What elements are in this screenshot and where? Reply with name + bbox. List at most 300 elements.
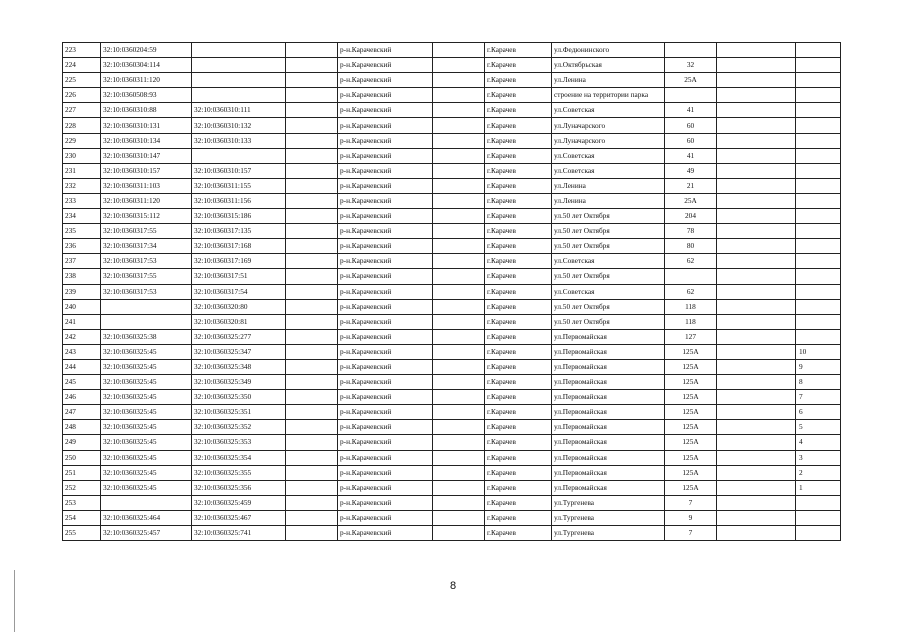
cell-empty-col-3: [717, 178, 796, 193]
cell-empty-col: [286, 73, 338, 88]
cell-house-number: 204: [665, 209, 717, 224]
cell-cadastral-number-parcel: 32:10:0360325:45: [101, 465, 192, 480]
cell-cadastral-number-parcel: 32:10:0360310:147: [101, 148, 192, 163]
cell-street: ул.Первомайская: [552, 359, 665, 374]
cell-empty-col: [286, 239, 338, 254]
cell-empty-col-2: [433, 526, 485, 541]
cell-empty-col-3: [717, 480, 796, 495]
table-row: [63, 73, 841, 88]
cell-empty-col-3: [717, 103, 796, 118]
cell-street: ул.Луначарского: [552, 133, 665, 148]
cell-empty-col-2: [433, 193, 485, 208]
cell-cadastral-number-building: 32:10:0360310:133: [192, 133, 286, 148]
cell-house-number: [665, 269, 717, 284]
cell-empty-col: [286, 405, 338, 420]
cell-unit-number: 2: [796, 465, 841, 480]
cell-empty-col-3: [717, 43, 796, 58]
cell-house-number: 25А: [665, 193, 717, 208]
cell-empty-col-2: [433, 43, 485, 58]
cell-empty-col-3: [717, 133, 796, 148]
cell-empty-col: [286, 193, 338, 208]
cell-cadastral-number-parcel: 32:10:0360317:55: [101, 269, 192, 284]
table-row: [63, 58, 841, 73]
cell-empty-col-3: [717, 73, 796, 88]
table-row: [63, 163, 841, 178]
cell-district: р-н.Карачевский: [338, 526, 433, 541]
cell-district: р-н.Карачевский: [338, 344, 433, 359]
registry-table: [62, 42, 841, 541]
cell-empty-col-2: [433, 148, 485, 163]
cell-district: р-н.Карачевский: [338, 73, 433, 88]
cell-district: р-н.Карачевский: [338, 269, 433, 284]
cell-cadastral-number-building: 32:10:0360325:355: [192, 465, 286, 480]
table-row: [63, 148, 841, 163]
cell-cadastral-number-building: 32:10:0360325:467: [192, 510, 286, 525]
cell-district: р-н.Карачевский: [338, 420, 433, 435]
table-row: [63, 178, 841, 193]
cell-house-number: 125А: [665, 480, 717, 495]
cell-street: ул.Советская: [552, 148, 665, 163]
cell-row-number: 228: [63, 118, 101, 133]
cell-empty-col-3: [717, 193, 796, 208]
cell-empty-col: [286, 450, 338, 465]
cell-unit-number: 1: [796, 480, 841, 495]
cell-cadastral-number-building: 32:10:0360310:157: [192, 163, 286, 178]
cell-street: ул.Первомайская: [552, 480, 665, 495]
cell-house-number: 125А: [665, 344, 717, 359]
cell-empty-col-3: [717, 435, 796, 450]
cell-empty-col-2: [433, 299, 485, 314]
cell-row-number: 230: [63, 148, 101, 163]
cell-row-number: 236: [63, 239, 101, 254]
table-row: [63, 239, 841, 254]
cell-empty-col-2: [433, 118, 485, 133]
cell-cadastral-number-building: 32:10:0360320:80: [192, 299, 286, 314]
cell-empty-col: [286, 329, 338, 344]
cell-unit-number: 8: [796, 375, 841, 390]
table-row: [63, 526, 841, 541]
cell-empty-col-3: [717, 209, 796, 224]
cell-cadastral-number-parcel: 32:10:0360325:45: [101, 359, 192, 374]
cell-district: р-н.Карачевский: [338, 193, 433, 208]
cell-district: р-н.Карачевский: [338, 88, 433, 103]
cell-empty-col-3: [717, 465, 796, 480]
cell-street: ул.Советская: [552, 284, 665, 299]
cell-unit-number: 9: [796, 359, 841, 374]
table-row: [63, 209, 841, 224]
cell-empty-col-3: [717, 314, 796, 329]
scan-margin-line: [14, 570, 15, 632]
cell-house-number: 25А: [665, 73, 717, 88]
cell-house-number: 7: [665, 495, 717, 510]
cell-street: ул.50 лет Октября: [552, 209, 665, 224]
cell-city: г.Карачев: [485, 163, 552, 178]
cell-row-number: 254: [63, 510, 101, 525]
table-row: [63, 43, 841, 58]
cell-district: р-н.Карачевский: [338, 435, 433, 450]
cell-district: р-н.Карачевский: [338, 375, 433, 390]
cell-street: ул.Первомайская: [552, 450, 665, 465]
cell-row-number: 225: [63, 73, 101, 88]
cell-house-number: 118: [665, 314, 717, 329]
cell-city: г.Карачев: [485, 450, 552, 465]
cell-cadastral-number-parcel: 32:10:0360317:34: [101, 239, 192, 254]
cell-cadastral-number-building: 32:10:0360325:348: [192, 359, 286, 374]
cell-row-number: 231: [63, 163, 101, 178]
cell-empty-col: [286, 284, 338, 299]
cell-cadastral-number-building: 32:10:0360325:347: [192, 344, 286, 359]
cell-empty-col-3: [717, 420, 796, 435]
cell-district: р-н.Карачевский: [338, 254, 433, 269]
cell-cadastral-number-parcel: 32:10:0360310:157: [101, 163, 192, 178]
cell-empty-col: [286, 526, 338, 541]
cell-empty-col: [286, 148, 338, 163]
table-row: [63, 269, 841, 284]
cell-district: р-н.Карачевский: [338, 314, 433, 329]
cell-district: р-н.Карачевский: [338, 118, 433, 133]
cell-house-number: 127: [665, 329, 717, 344]
cell-row-number: 223: [63, 43, 101, 58]
cell-street: ул.Советская: [552, 254, 665, 269]
cell-district: р-н.Карачевский: [338, 178, 433, 193]
table-row: [63, 450, 841, 465]
cell-district: р-н.Карачевский: [338, 224, 433, 239]
cell-empty-col-2: [433, 450, 485, 465]
cell-cadastral-number-parcel: 32:10:0360310:134: [101, 133, 192, 148]
cell-district: р-н.Карачевский: [338, 284, 433, 299]
cell-house-number: 80: [665, 239, 717, 254]
cell-empty-col: [286, 163, 338, 178]
cell-house-number: 125А: [665, 359, 717, 374]
table-row: [63, 390, 841, 405]
cell-cadastral-number-building: 32:10:0360325:351: [192, 405, 286, 420]
cell-empty-col-2: [433, 420, 485, 435]
cell-unit-number: [796, 73, 841, 88]
cell-city: г.Карачев: [485, 329, 552, 344]
cell-city: г.Карачев: [485, 284, 552, 299]
table-row: [63, 314, 841, 329]
cell-unit-number: [796, 314, 841, 329]
cell-row-number: 244: [63, 359, 101, 374]
cell-empty-col-3: [717, 254, 796, 269]
cell-empty-col-2: [433, 163, 485, 178]
cell-unit-number: 4: [796, 435, 841, 450]
cell-empty-col-2: [433, 344, 485, 359]
cell-street: ул.Федюнинского: [552, 43, 665, 58]
cell-empty-col-3: [717, 224, 796, 239]
cell-cadastral-number-parcel: [101, 299, 192, 314]
cell-city: г.Карачев: [485, 254, 552, 269]
table-row: [63, 495, 841, 510]
cell-cadastral-number-parcel: 32:10:0360325:45: [101, 344, 192, 359]
cell-cadastral-number-building: 32:10:0360317:135: [192, 224, 286, 239]
cell-unit-number: [796, 239, 841, 254]
cell-cadastral-number-building: 32:10:0360325:352: [192, 420, 286, 435]
cell-district: р-н.Карачевский: [338, 480, 433, 495]
cell-row-number: 240: [63, 299, 101, 314]
table-row: [63, 329, 841, 344]
cell-cadastral-number-parcel: [101, 495, 192, 510]
cell-street: ул.Первомайская: [552, 420, 665, 435]
cell-empty-col: [286, 133, 338, 148]
cell-city: г.Карачев: [485, 405, 552, 420]
cell-empty-col-3: [717, 163, 796, 178]
cell-district: р-н.Карачевский: [338, 405, 433, 420]
cell-row-number: 246: [63, 390, 101, 405]
cell-cadastral-number-building: 32:10:0360311:156: [192, 193, 286, 208]
cell-row-number: 249: [63, 435, 101, 450]
cell-cadastral-number-building: 32:10:0360310:111: [192, 103, 286, 118]
cell-street: ул.Первомайская: [552, 344, 665, 359]
cell-empty-col-2: [433, 495, 485, 510]
cell-unit-number: [796, 148, 841, 163]
cell-empty-col-2: [433, 269, 485, 284]
cell-district: р-н.Карачевский: [338, 299, 433, 314]
page-number: 8: [450, 580, 457, 592]
cell-street: ул.50 лет Октября: [552, 239, 665, 254]
cell-house-number: 118: [665, 299, 717, 314]
cell-unit-number: [796, 178, 841, 193]
cell-row-number: 252: [63, 480, 101, 495]
cell-empty-col-2: [433, 329, 485, 344]
cell-empty-col: [286, 254, 338, 269]
cell-row-number: 241: [63, 314, 101, 329]
cell-street: ул.50 лет Октября: [552, 299, 665, 314]
cell-unit-number: 3: [796, 450, 841, 465]
cell-empty-col-2: [433, 465, 485, 480]
cell-street: ул.Советская: [552, 103, 665, 118]
cell-cadastral-number-parcel: 32:10:0360204:59: [101, 43, 192, 58]
cell-unit-number: [796, 103, 841, 118]
cell-empty-col: [286, 103, 338, 118]
cell-unit-number: [796, 284, 841, 299]
cell-house-number: 125А: [665, 375, 717, 390]
cell-cadastral-number-parcel: 32:10:0360325:457: [101, 526, 192, 541]
cell-city: г.Карачев: [485, 314, 552, 329]
cell-house-number: 32: [665, 58, 717, 73]
cell-row-number: 229: [63, 133, 101, 148]
cell-cadastral-number-parcel: 32:10:0360311:120: [101, 73, 192, 88]
cell-row-number: 247: [63, 405, 101, 420]
cell-empty-col-2: [433, 209, 485, 224]
table-row: [63, 510, 841, 525]
cell-unit-number: [796, 209, 841, 224]
cell-empty-col-3: [717, 269, 796, 284]
cell-house-number: 125А: [665, 465, 717, 480]
cell-empty-col-2: [433, 254, 485, 269]
cell-empty-col-2: [433, 359, 485, 374]
cell-district: р-н.Карачевский: [338, 163, 433, 178]
cell-unit-number: [796, 329, 841, 344]
cell-street: ул.Луначарского: [552, 118, 665, 133]
cell-district: р-н.Карачевский: [338, 390, 433, 405]
cell-cadastral-number-building: 32:10:0360325:356: [192, 480, 286, 495]
cell-district: р-н.Карачевский: [338, 465, 433, 480]
cell-row-number: 251: [63, 465, 101, 480]
cell-unit-number: [796, 510, 841, 525]
cell-cadastral-number-parcel: 32:10:0360325:38: [101, 329, 192, 344]
cell-district: р-н.Карачевский: [338, 209, 433, 224]
cell-district: р-н.Карачевский: [338, 495, 433, 510]
cell-cadastral-number-building: [192, 43, 286, 58]
cell-unit-number: 10: [796, 344, 841, 359]
cell-unit-number: [796, 269, 841, 284]
cell-city: г.Карачев: [485, 299, 552, 314]
cell-empty-col-3: [717, 329, 796, 344]
table-row: [63, 420, 841, 435]
cell-city: г.Карачев: [485, 495, 552, 510]
cell-row-number: 243: [63, 344, 101, 359]
cell-empty-col-2: [433, 224, 485, 239]
cell-street: строение на территории парка: [552, 88, 665, 103]
cell-empty-col: [286, 88, 338, 103]
cell-cadastral-number-parcel: 32:10:0360311:103: [101, 178, 192, 193]
cell-row-number: 227: [63, 103, 101, 118]
cell-empty-col: [286, 359, 338, 374]
cell-cadastral-number-building: 32:10:0360325:741: [192, 526, 286, 541]
cell-empty-col: [286, 344, 338, 359]
cell-cadastral-number-building: 32:10:0360317:54: [192, 284, 286, 299]
cell-city: г.Карачев: [485, 480, 552, 495]
cell-district: р-н.Карачевский: [338, 359, 433, 374]
cell-empty-col: [286, 480, 338, 495]
cell-cadastral-number-building: 32:10:0360311:155: [192, 178, 286, 193]
cell-house-number: 62: [665, 254, 717, 269]
cell-empty-col-3: [717, 359, 796, 374]
cell-row-number: 232: [63, 178, 101, 193]
cell-row-number: 224: [63, 58, 101, 73]
cell-street: ул.Первомайская: [552, 465, 665, 480]
cell-row-number: 253: [63, 495, 101, 510]
cell-house-number: 125А: [665, 420, 717, 435]
cell-cadastral-number-building: 32:10:0360317:169: [192, 254, 286, 269]
cell-district: р-н.Карачевский: [338, 148, 433, 163]
cell-house-number: 62: [665, 284, 717, 299]
table-row: [63, 405, 841, 420]
cell-cadastral-number-parcel: 32:10:0360325:45: [101, 480, 192, 495]
cell-cadastral-number-parcel: 32:10:0360325:45: [101, 420, 192, 435]
table-row: [63, 465, 841, 480]
cell-unit-number: [796, 133, 841, 148]
cell-street: ул.50 лет Октября: [552, 314, 665, 329]
cell-empty-col-2: [433, 480, 485, 495]
cell-row-number: 234: [63, 209, 101, 224]
cell-district: р-н.Карачевский: [338, 58, 433, 73]
cell-row-number: 233: [63, 193, 101, 208]
cell-cadastral-number-parcel: 32:10:0360317:53: [101, 284, 192, 299]
cell-empty-col: [286, 420, 338, 435]
cell-street: ул.Первомайская: [552, 329, 665, 344]
cell-empty-col-2: [433, 239, 485, 254]
table-body: [63, 43, 841, 541]
cell-city: г.Карачев: [485, 420, 552, 435]
cell-cadastral-number-parcel: 32:10:0360325:45: [101, 405, 192, 420]
cell-cadastral-number-building: 32:10:0360317:168: [192, 239, 286, 254]
cell-unit-number: [796, 163, 841, 178]
cell-street: ул.Тургенева: [552, 495, 665, 510]
cell-empty-col-3: [717, 495, 796, 510]
cell-cadastral-number-building: 32:10:0360310:132: [192, 118, 286, 133]
cell-row-number: 250: [63, 450, 101, 465]
cell-cadastral-number-parcel: 32:10:0360508:93: [101, 88, 192, 103]
cell-cadastral-number-building: 32:10:0360317:51: [192, 269, 286, 284]
cell-city: г.Карачев: [485, 390, 552, 405]
cell-row-number: 242: [63, 329, 101, 344]
cell-street: ул.Тургенева: [552, 510, 665, 525]
cell-empty-col-2: [433, 405, 485, 420]
cell-house-number: 21: [665, 178, 717, 193]
cell-empty-col-3: [717, 88, 796, 103]
cell-empty-col-2: [433, 510, 485, 525]
cell-street: ул.Первомайская: [552, 435, 665, 450]
cell-empty-col: [286, 495, 338, 510]
cell-street: ул.50 лет Октября: [552, 269, 665, 284]
cell-city: г.Карачев: [485, 103, 552, 118]
cell-unit-number: 7: [796, 390, 841, 405]
cell-cadastral-number-parcel: 32:10:0360310:88: [101, 103, 192, 118]
cell-city: г.Карачев: [485, 526, 552, 541]
cell-empty-col: [286, 435, 338, 450]
cell-empty-col: [286, 224, 338, 239]
cell-unit-number: 5: [796, 420, 841, 435]
table-row: [63, 118, 841, 133]
cell-unit-number: [796, 526, 841, 541]
cell-empty-col: [286, 209, 338, 224]
cell-row-number: 248: [63, 420, 101, 435]
cell-cadastral-number-building: 32:10:0360315:186: [192, 209, 286, 224]
cell-city: г.Карачев: [485, 510, 552, 525]
cell-empty-col-3: [717, 390, 796, 405]
cell-empty-col: [286, 118, 338, 133]
cell-empty-col-3: [717, 405, 796, 420]
cell-cadastral-number-parcel: 32:10:0360310:131: [101, 118, 192, 133]
table-row: [63, 375, 841, 390]
cell-cadastral-number-building: [192, 58, 286, 73]
cell-street: ул.Первомайская: [552, 390, 665, 405]
cell-unit-number: [796, 58, 841, 73]
cell-empty-col-2: [433, 284, 485, 299]
cell-unit-number: [796, 193, 841, 208]
table-row: [63, 133, 841, 148]
cell-empty-col-2: [433, 390, 485, 405]
cell-house-number: [665, 43, 717, 58]
table-row: [63, 435, 841, 450]
cell-city: г.Карачев: [485, 435, 552, 450]
cell-empty-col: [286, 510, 338, 525]
cell-city: г.Карачев: [485, 73, 552, 88]
cell-cadastral-number-parcel: 32:10:0360325:45: [101, 450, 192, 465]
cell-unit-number: [796, 495, 841, 510]
table-row: [63, 254, 841, 269]
table-row: [63, 88, 841, 103]
cell-empty-col-2: [433, 88, 485, 103]
cell-cadastral-number-parcel: [101, 314, 192, 329]
cell-empty-col-3: [717, 148, 796, 163]
cell-city: г.Карачев: [485, 133, 552, 148]
cell-cadastral-number-parcel: 32:10:0360325:464: [101, 510, 192, 525]
cell-district: р-н.Карачевский: [338, 133, 433, 148]
cell-street: ул.Первомайская: [552, 405, 665, 420]
cell-empty-col-3: [717, 239, 796, 254]
cell-district: р-н.Карачевский: [338, 329, 433, 344]
cell-row-number: 255: [63, 526, 101, 541]
cell-city: г.Карачев: [485, 375, 552, 390]
cell-city: г.Карачев: [485, 209, 552, 224]
cell-house-number: 78: [665, 224, 717, 239]
cell-cadastral-number-building: 32:10:0360325:350: [192, 390, 286, 405]
cell-row-number: 238: [63, 269, 101, 284]
table-row: [63, 359, 841, 374]
